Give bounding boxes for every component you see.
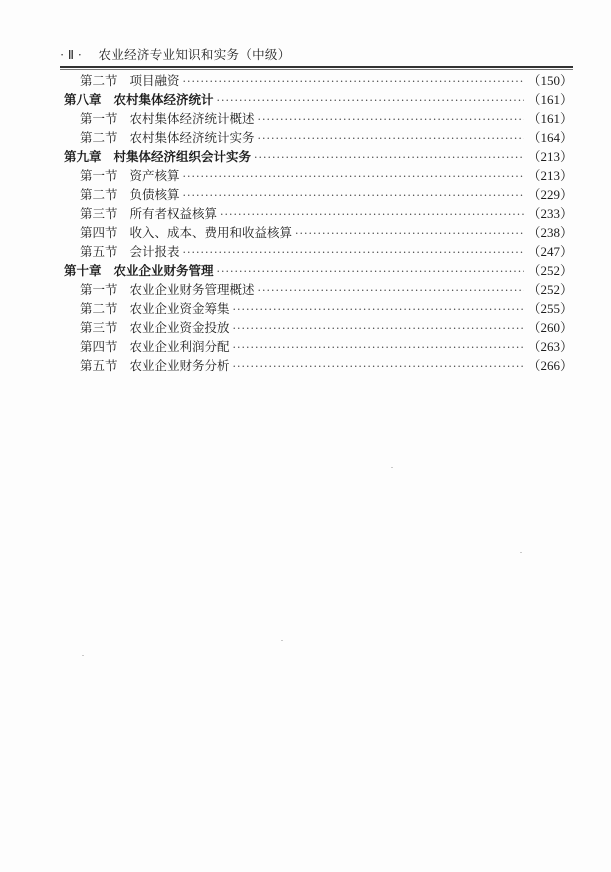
toc-entry-title: 项目融资 <box>129 73 180 88</box>
toc-entry-page: （266） <box>527 358 573 373</box>
toc-entry-title: 村集体经济组织会计实务 <box>113 149 252 164</box>
toc-chapter-entry <box>64 261 573 280</box>
toc-entry-page: （229） <box>527 187 573 202</box>
header-rule-secondary <box>60 69 573 70</box>
table-of-contents <box>64 71 573 375</box>
toc-section-entry <box>64 337 573 356</box>
toc-section-entry <box>64 185 573 204</box>
toc-section-entry <box>64 204 573 223</box>
toc-dot-leader <box>258 129 525 148</box>
toc-entry-title: 农业企业财务管理 <box>113 263 214 278</box>
toc-section-entry <box>64 128 573 147</box>
toc-entry-page: （238） <box>527 225 573 240</box>
toc-entry-page: （263） <box>527 339 573 354</box>
toc-entry-title: 农村集体经济统计实务 <box>129 130 255 145</box>
toc-section-entry <box>64 318 573 337</box>
scan-speck <box>391 467 393 468</box>
toc-entry-number: 第四节 <box>80 225 118 240</box>
toc-entry-page: （252） <box>527 282 573 297</box>
toc-entry-number: 第二节 <box>80 301 118 316</box>
toc-entry-page: （252） <box>527 263 573 278</box>
toc-entry-page: （161） <box>527 92 573 107</box>
toc-chapter-entry <box>64 90 573 109</box>
toc-entry-title: 负债核算 <box>129 187 180 202</box>
toc-entry-number: 第一节 <box>80 282 118 297</box>
toc-entry-number: 第二节 <box>80 73 118 88</box>
toc-entry-page: （233） <box>527 206 573 221</box>
header-rule <box>60 66 573 68</box>
toc-entry-title: 所有者权益核算 <box>129 206 218 221</box>
toc-dot-leader <box>183 167 525 186</box>
scan-speck <box>82 655 84 656</box>
toc-entry-title: 农业企业利润分配 <box>129 339 230 354</box>
toc-entry-number: 第十章 <box>64 263 102 278</box>
toc-dot-leader <box>295 224 524 243</box>
toc-dot-leader <box>233 319 525 338</box>
toc-entry-page: （161） <box>527 111 573 126</box>
toc-entry-number: 第五节 <box>80 358 118 373</box>
toc-section-entry <box>64 71 573 90</box>
toc-dot-leader <box>217 262 525 281</box>
toc-entry-number: 第四节 <box>80 339 118 354</box>
toc-entry-title: 会计报表 <box>129 244 180 259</box>
toc-entry-page: （260） <box>527 320 573 335</box>
toc-section-entry <box>64 109 573 128</box>
toc-dot-leader <box>258 110 525 129</box>
toc-dot-leader <box>217 91 525 110</box>
toc-entry-number: 第三节 <box>80 320 118 335</box>
toc-entry-title: 收入、成本、费用和收益核算 <box>129 225 293 240</box>
toc-chapter-entry <box>64 147 573 166</box>
toc-dot-leader <box>233 357 525 376</box>
toc-section-entry <box>64 223 573 242</box>
toc-dot-leader <box>254 148 524 167</box>
toc-dot-leader <box>220 205 524 224</box>
toc-entry-page: （213） <box>527 149 573 164</box>
toc-dot-leader <box>233 300 525 319</box>
toc-entry-number: 第八章 <box>64 92 102 107</box>
toc-entry-number: 第三节 <box>80 206 118 221</box>
toc-section-entry <box>64 356 573 375</box>
toc-entry-page: （255） <box>527 301 573 316</box>
toc-entry-title: 资产核算 <box>129 168 180 183</box>
scan-speck <box>520 552 522 553</box>
toc-entry-page: （213） <box>527 168 573 183</box>
running-header <box>60 45 291 63</box>
toc-entry-title: 农业企业财务管理概述 <box>129 282 255 297</box>
toc-entry-title: 农村集体经济统计 <box>113 92 214 107</box>
toc-entry-title: 农业企业资金筹集 <box>129 301 230 316</box>
toc-dot-leader <box>258 281 525 300</box>
toc-entry-title: 农村集体经济统计概述 <box>129 111 255 126</box>
toc-entry-number: 第二节 <box>80 187 118 202</box>
toc-dot-leader <box>233 338 525 357</box>
toc-section-entry <box>64 280 573 299</box>
scan-speck <box>281 640 283 641</box>
toc-entry-number: 第一节 <box>80 168 118 183</box>
toc-entry-page: （247） <box>527 244 573 259</box>
toc-section-entry <box>64 166 573 185</box>
header-book-title: 农业经济专业知识和实务（中级） <box>98 47 291 62</box>
toc-entry-number: 第九章 <box>64 149 102 164</box>
toc-entry-number: 第一节 <box>80 111 118 126</box>
toc-section-entry <box>64 242 573 261</box>
toc-entry-title: 农业企业资金投放 <box>129 320 230 335</box>
toc-entry-number: 第五节 <box>80 244 118 259</box>
toc-entry-number: 第二节 <box>80 130 118 145</box>
toc-section-entry <box>64 299 573 318</box>
toc-entry-page: （150） <box>527 73 573 88</box>
toc-dot-leader <box>183 243 525 262</box>
toc-entry-page: （164） <box>527 130 573 145</box>
toc-dot-leader <box>183 72 525 91</box>
toc-dot-leader <box>183 186 525 205</box>
toc-entry-title: 农业企业财务分析 <box>129 358 230 373</box>
header-page-number: · Ⅱ · <box>60 48 83 62</box>
